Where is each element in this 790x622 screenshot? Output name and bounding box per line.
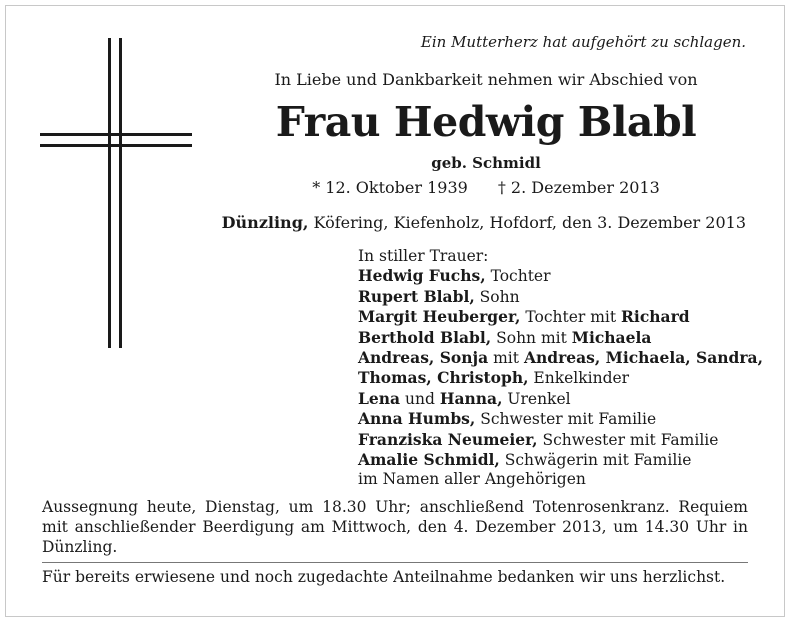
mourner-line xyxy=(358,307,763,327)
mourner-line xyxy=(358,409,763,429)
motto: Ein Mutterherz hat aufgehört zu schlagen. xyxy=(420,33,746,51)
cross-icon xyxy=(40,38,192,348)
mourner-line xyxy=(358,348,763,368)
mourner-name: Lena xyxy=(358,388,401,408)
mourner-relation: Schwester mit Familie xyxy=(537,430,719,449)
mourner-relation: Sohn mit xyxy=(491,328,572,347)
mourner-relation: Sohn xyxy=(474,287,520,306)
mourner-name: Hedwig Fuchs, xyxy=(358,266,486,286)
mourners-heading: In stiller Trauer: xyxy=(358,247,489,265)
mourner-line xyxy=(358,266,763,286)
mourner-line xyxy=(358,450,763,470)
mourner-name: Andreas, Michaela, Sandra, xyxy=(523,348,763,368)
mourner-name: Richard xyxy=(621,307,690,327)
mourner-relation: Tochter mit xyxy=(520,308,622,327)
mourner-name: Anna Humbs, xyxy=(358,409,476,429)
mourner-name: Thomas, Christoph, xyxy=(358,368,529,388)
mourner-relation: und xyxy=(400,389,440,408)
birth-date: * 12. Oktober 1939 xyxy=(312,178,468,197)
mourner-line xyxy=(358,328,763,348)
mourner-name: Hanna, xyxy=(439,388,503,408)
mourner-relation: Urenkel xyxy=(502,389,571,408)
life-dates xyxy=(232,178,740,197)
place-main: Dünzling, xyxy=(221,213,309,232)
funeral-notice: Aussegnung heute, Dienstag, um 18.30 Uhr; anschließend Totenrosenkranz. Requiem mit anschließender Beerdigung am Mittwoch, den 4. Dezember 2013, um 14.30 Uhr in Dünzling. xyxy=(42,498,748,556)
mourner-name: Rupert Blabl, xyxy=(358,286,475,306)
mourner-name: Andreas, Sonja xyxy=(358,348,489,368)
mourner-relation: Tochter xyxy=(485,267,551,286)
thanks-text: Für bereits erwiesene und noch zugedachte Anteilnahme bedanken wir uns herzlichst. xyxy=(42,568,726,586)
mourner-name: Franziska Neumeier, xyxy=(358,429,538,449)
death-date: † 2. Dezember 2013 xyxy=(497,178,660,197)
mourner-name: Amalie Schmidl, xyxy=(358,450,500,470)
maiden-name: geb. Schmidl xyxy=(431,154,541,172)
divider xyxy=(42,562,748,563)
mourner-line xyxy=(358,287,763,307)
mourner-name: Berthold Blabl, xyxy=(358,327,492,347)
mourner-relation: Enkelkinder xyxy=(528,369,630,388)
mourner-line xyxy=(358,430,763,450)
mourner-line xyxy=(358,368,763,388)
place-rest: Köfering, Kiefenholz, Hofdorf, den 3. Dezember 2013 xyxy=(308,213,746,232)
mourner-line xyxy=(358,470,763,489)
mourner-line xyxy=(358,389,763,409)
mourners-list xyxy=(358,247,763,490)
intro-text: In Liebe und Dankbarkeit nehmen wir Abschied von xyxy=(274,70,698,89)
mourner-name: Margit Heuberger, xyxy=(358,307,521,327)
mourner-relation: im Namen aller Angehörigen xyxy=(358,470,586,489)
place-date-line xyxy=(222,213,746,232)
mourner-relation: Schwägerin mit Familie xyxy=(499,451,692,470)
mourner-relation: mit xyxy=(488,349,524,368)
deceased-name: Frau Hedwig Blabl xyxy=(275,98,697,146)
mourner-relation: Schwester mit Familie xyxy=(475,410,657,429)
mourner-name: Michaela xyxy=(571,327,652,347)
